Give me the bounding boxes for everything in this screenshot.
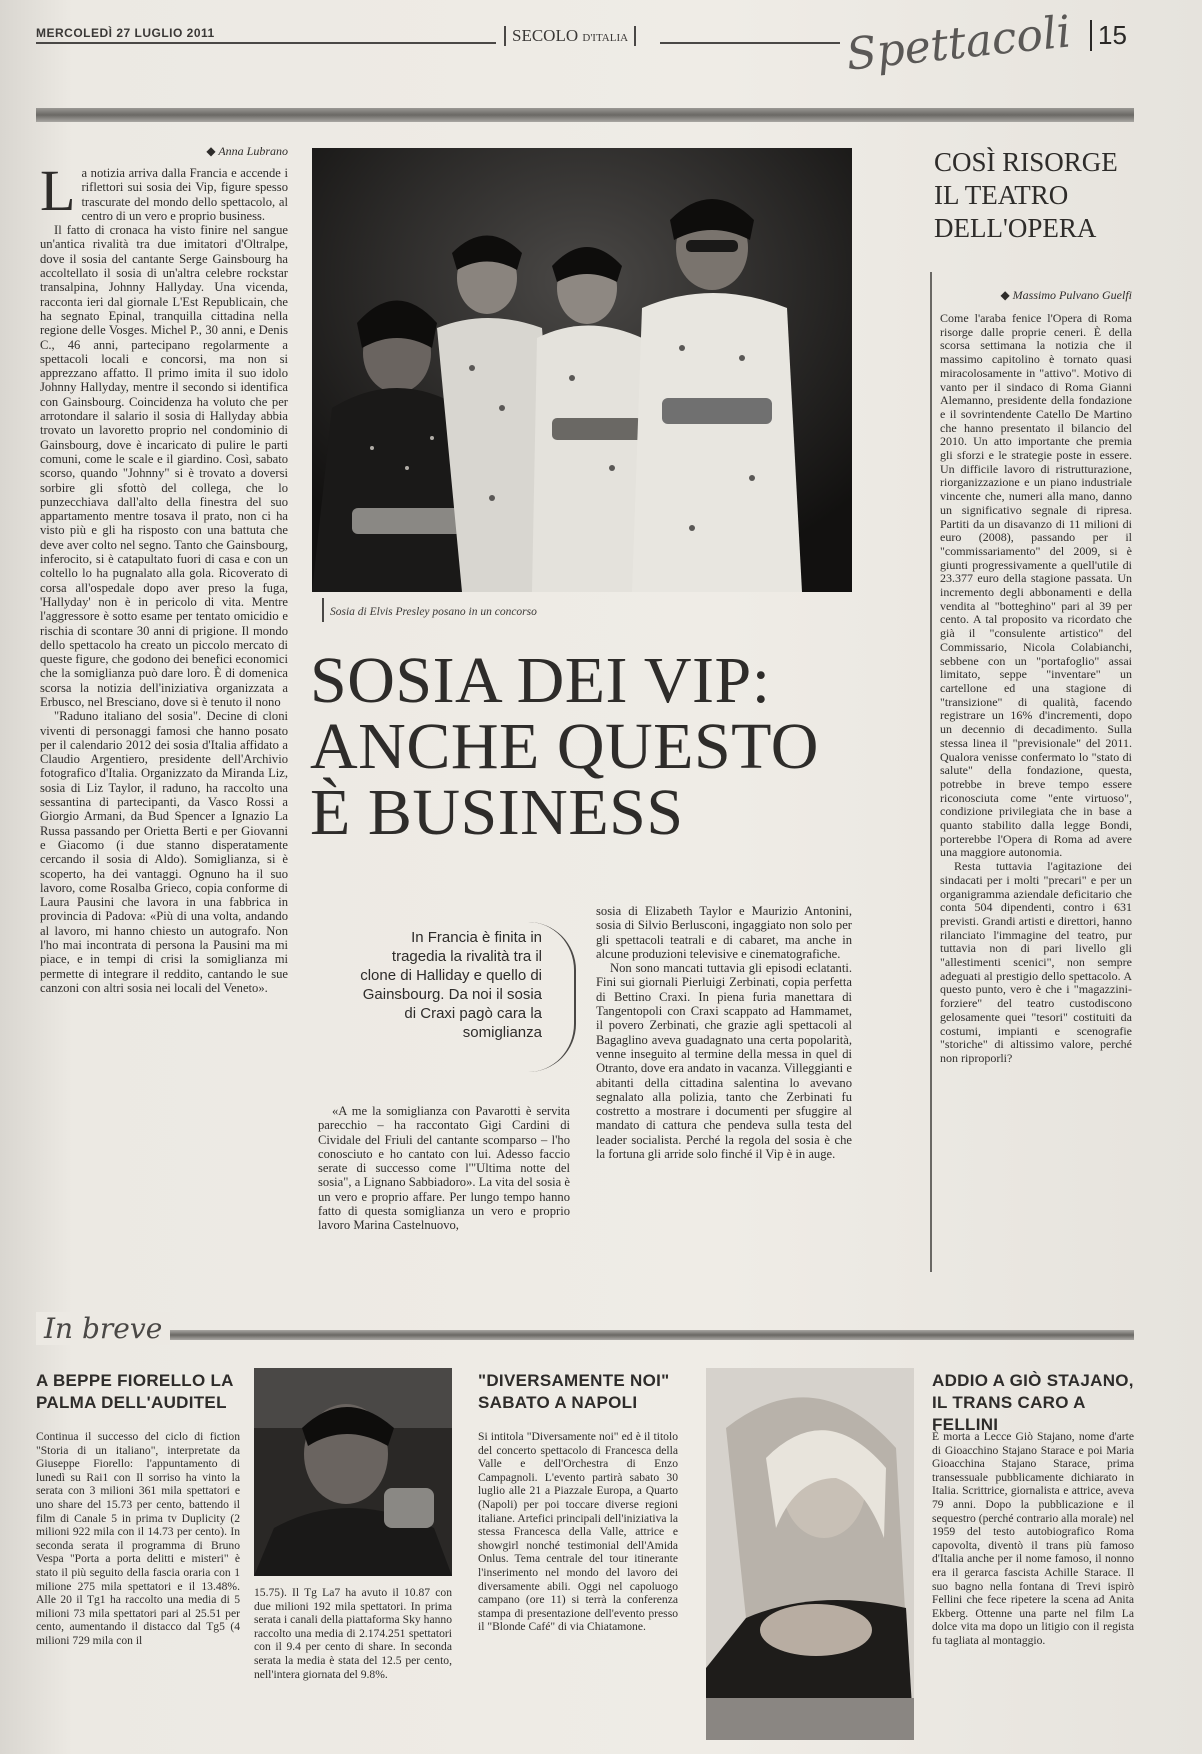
main-paragraph: "Raduno italiano del sosia". Decine di cloni viventi di personaggi famosi che hanno posato per il calendario 2012 dei sosia d'Italia affidato a Claudio Argentiero, presidente dell'Archivio fotografico d'Italia. Organizzato da Miranda Liz, sosia di Liz Taylor, il raduno, ha raccolto una sessantina di partecipanti, da Vasco Rossi a Giorgio Armani, da Bud Spencer a Ignazio La Russa passando per Orietta Berti e per Giovanni e Giacomo (i due stanno disperatamente cercando il sosia di Aldo). Somiglianza, si è scoperto, ha dei vantaggi. Ognuno ha il suo lavoro, come Rosalba Grieco, copia conforme di Laura Pausini che lavora in una fabbrica in provincia di Padova: «Più di una volta, andando al lavoro, mi hanno chiesto un autografo. Non l'ho mai incontrata di persona la Pausini ma mi piace, e in tempi di crisi la somiglianza mi permette di integrare il reddito, cantando le sue canzoni con altri sosia nei locali del Veneto». [40, 709, 288, 995]
header-rule-right [660, 42, 840, 44]
pull-quote-bracket [528, 922, 576, 1072]
main-paragraph: «A me la somiglianza con Pavarotti è servita parecchio – ha raccontato Gigi Cardini di Cividale del Friuli del cantante scomparso – l'ho conosciuto e ho cantato con lui. Adesso faccio serate di successo come l'"Ultima notte del sosia", a Lignano Sabbiadoro». La vita del sosia è un vero e proprio affare. Per lungo tempo hanno fatto di questa somiglianza un vero e proprio lavoro Marina Castelnuovo, [318, 1104, 570, 1233]
brief-1-text: Continua il successo del ciclo di fiction "Storia di un italiano", interpretate da Giuseppe Fiorello: l'appuntamento di lunedì su Rai1 con Il sorriso ha vinto la serata con 3 milioni 361 mila spettatori e uno share del 15.73 per cento, battendo il film di Canale 5 in prima tv Duplicity (2 milioni 922 mila con il 14.73 per cento). In seconda serata il programma di Bruno Vespa "Porta a porta delitti e misteri" è stato il più seguito della fascia oraria con 1 milione 275 mila spettatori e il 13.48%. Alle 20 il Tg1 ha raccolto una media di 5 milioni 73 mila spettatori pari al 25.51 per cento, aumentando il distacco dal Tg5 (4 milioni 729 mila con il [36, 1430, 240, 1647]
brief-1-title: A BEPPE FIORELLO LA PALMA DELL'AUDITEL [36, 1371, 234, 1412]
side-byline: ◆ Massimo Pulvano Guelfi [1000, 288, 1132, 302]
main-byline: ◆ Anna Lubrano [206, 144, 288, 158]
brief-1-text-continued: 15.75). Il Tg La7 ha avuto il 10.87 con due milioni 192 mila spettatori. In prima serata i canali della piattaforma Sky hanno raccolto una media di 2.174.251 spettatori con il 9.4 per cento di share. In seconda serata la media è stata del 12.5 per cento, nell'intera giornata del 9.8%. [254, 1586, 452, 1681]
brief-2-title: "DIVERSAMENTE NOI" SABATO A NAPOLI [478, 1371, 670, 1412]
brief-3-text: È morta a Lecce Giò Stajano, nome d'arte di Gioacchino Stajano Starace e poi Maria Gioacchina Stajano Starace, prima transessuale pubblicamente dichiarato in Italia. Scrittrice, giornalista e attrice, aveva 79 anni. Dopo la pubblicazione e il sequestro (perché contrario alla morale) nel 1959 del testo autobiografico Roma capovolta, diventò il trans più famoso d'Italia anche per il nome famoso, il nonno era il gerarca fascista Achille Starace. Il suo bagno nella fontana di Trevi ispirò Fellini che fece ripetere la scena ad Anita Ekberg. Ottenne una parte nel film La dolce vita ma dopo un litigio con il regista fu tagliata al montaggio. [932, 1430, 1134, 1647]
elvis-impersonators-photo [312, 148, 852, 592]
main-paragraph: sosia di Elizabeth Taylor e Maurizio Antonini, sosia di Silvio Berlusconi, ingaggiato non solo per gli spettacoli teatrali e di cabaret, ma anche in alcune produzioni televisive e cinematografiche. [596, 904, 852, 961]
side-article-title: COSÌ RISORGE IL TEATRO DELL'OPERA [934, 147, 1118, 243]
header-rule-left [36, 42, 496, 44]
side-paragraph: Resta tuttavia l'agitazione dei sindacati per i molti "precari" e per un organigramma aziendale deficitario che conta 504 dipendenti, contro i 631 previsti. Grandi artisti e direttori, hanno rilanciato l'immagine del teatro, pur tuttavia non di pari livello gli "allestimenti scenici", non sempre adeguati al prestigio dello spettacolo. A questo punto, vero è che i "magazzini-forziere" del teatro custodiscono gelosamente quei "tesori" costituiti da costumi, impianti e scenografie "storiche" di altissimo valore, perché non riproporli? [940, 859, 1132, 1065]
main-article-column-1 [40, 166, 288, 1272]
newspaper-title-suffix: D'ITALIA [582, 32, 629, 44]
page-number: 15 [1090, 20, 1127, 51]
main-headline: SOSIA DEI VIP: ANCHE QUESTO È BUSINESS [310, 644, 819, 849]
fiorello-photo [254, 1368, 452, 1576]
side-article-body [940, 312, 1132, 1276]
side-paragraph: Come l'araba fenice l'Opera di Roma risorge dalle proprie ceneri. È della scorsa settimana la notizia che il massimo capitolino è tornato quasi miracolosamente in "attivo". Motivo di vanto per il sindaco di Roma Gianni Alemanno, presidente della fondazione e il sovrintendente Catello De Martino che hanno presentato il bilancio del 2010. Un atto importante che premia gli sforzi e le strategie poste in essere. Un difficile lavoro di ristrutturazione, riorganizzazione e un piano industriale vincente che, numeri alla mano, danno un significativo segnale di ripresa. Partiti da un disavanzo di 11 milioni di euro (2008), passando per il "commissariamento" del 2009, si è giunti progressivamente a quell'utile di 23.377 euro della stagione passata. Un incremento degli abbonamenti e della vendita al "botteghino" pari al 39 per cento. A tal proposito va ricordato che già il "consulente artistico" del Commissario, Nicola Colabianchi, sebbene con un "portafoglio" assai limitato, seppe "inventare" un cartellone ed una stagione di "transizione" di qualità, facendo registrare un 16% d'incrementi, dopo un decennio di decadimento. Sulla stessa linea il "previsionale" del 2011. Qualora venisse confermato lo "stato di salute" della fondazione, questa, potrebbe in breve tempo essere riconosciuta come "ente virtuoso", condizione privilegiata che in base a quanto stabilito dalla legge Bondi, porterebbe l'Opera di Roma ad avere una maggiore autonomia. [940, 312, 1132, 860]
main-paragraph: Il fatto di cronaca ha visto finire nel sangue un'antica rivalità tra due imitatori d'Oltralpe, dove il sosia del cantante Serge Gainsbourg ha accoltellato il sosia di un'altra celebre rockstar transalpina, Johnny Hallyday. Una vicenda, racconta ieri dal giornale L'Est Republicain, che ha segnato Epinal, tranquilla cittadina nella regione delle Vosges. Michel P., 30 anni, e Denis C., 46 anni, partecipano regolarmente a spettacoli locali e concorsi, ma non si apprezzano affatto. Il primo imita il suo idolo Johnny Hallyday, mentre il secondo si identifica con Gainsbourg. Coincidenza ha voluto che per arrotondare il salario il sosia di Hallyday abbia trovato un lavoretto proprio nel condominio di Gainsbourg, dove è incaricato di pulire le parti comuni, come le scale e il giardino. Così, sabato scorso, quando "Johnny" si è trovato a doversi sorbire gli sfottò del collega, che lo punzecchiava dall'alto della finestra del suo appartamento mentre tosava il prato, non ci ha visto più e gli ha risposto con una battuta che deve aver colto nel segno. Tanto che Gainsbourg, inferocito, si è catapultato fuori di casa e con un coltello lo ha pugnalato alla gola. Ricoverato di corsa all'ospedale dopo aver preso la fuga, 'Hallyday' non è in pericolo di vita. Mentre l'aggressore è sotto esame per tentato omicidio e rischia di scontare 30 anni di prigione. Il mondo dello spettacolo ha creato un piccolo mercato di queste figure, che godono dei benefici economici che la somiglianza può dare loro. È di domenica scorsa la notizia dell'iniziativa organizzata a Erbusco, nel Bresciano, dove si è tenuto il nono [40, 223, 288, 709]
main-lead-paragraph: a notizia arriva dalla Francia e accende i riflettori sui sosia dei Vip, figure spesso trascurate del mondo dello spettacolo, al centro di un vero e proprio business. [81, 166, 288, 223]
drop-cap: L [40, 166, 76, 223]
caption-rule [322, 598, 324, 622]
issue-date: MERCOLEDÌ 27 LUGLIO 2011 [36, 26, 215, 40]
main-article-column-3 [596, 904, 852, 1272]
newspaper-title: SECOLO [512, 26, 579, 45]
brief-3-title: ADDIO A GIÒ STAJANO, IL TRANS CARO A FELLINI [932, 1371, 1134, 1434]
della-valle-photo [706, 1368, 914, 1740]
photo-caption: Sosia di Elvis Presley posano in un concorso [330, 606, 537, 618]
section-title: Spettacoli [843, 6, 1074, 81]
main-paragraph: Non sono mancati tuttavia gli episodi eclatanti. Fini sui giornali Pierluigi Zerbinati, copia perfetta di Bettino Craxi. In piena furia manettara di Tangentopoli con Craxi scappato ad Hammamet, il povero Zerbinati, che grazie agli spettacoli al Bagaglino aveva guadagnato una certa popolarità, venne inseguito al termine della messa in quel di Otranto, dove era andato in vacanza. Villeggianti e abitanti della cittadina salentina lo avevano segnalato alla polizia, tanto che Zerbinati fu costretto a mostrare i documenti per sfuggire al mandato di cattura che pendeva sulla testa del leader socialista. Perché la regola del sosia è che la fortuna gli arride solo finché il Vip è in auge. [596, 961, 852, 1162]
in-breve-band [36, 1330, 1134, 1340]
main-article-column-2 [318, 1104, 570, 1272]
in-breve-label: In breve [36, 1312, 170, 1345]
brief-2-text: Si intitola "Diversamente noi" ed è il titolo del concerto spettacolo di Francesca della Valle e dell'Orchestra di Enzo Campagnoli. L'evento partirà sabato 30 luglio alle 21 a Piazzale Europa, a Quarto (Napoli) per poi toccare diverse regioni italiane. Artefici principali dell'iniziativa la stessa Francesca della Valle, attrice e showgirl nonché testimonial dell'Amida Onlus. Tema centrale del tour itinerante l'inserimento nel mondo del lavoro dei diversamente abili. Oggi nel capoluogo campano (ore 11) si terrà la conferenza stampa di presentazione dell'evento presso il "Blonde Café" di via Chiatamone. [478, 1430, 678, 1634]
pull-quote: In Francia è finita in tragedia la rivalità tra il clone di Halliday e quello di Gainsbourg. Da noi il sosia di Craxi pagò cara la somiglianza [360, 929, 542, 1041]
header-band [36, 108, 1134, 122]
newspaper-name [504, 26, 636, 46]
